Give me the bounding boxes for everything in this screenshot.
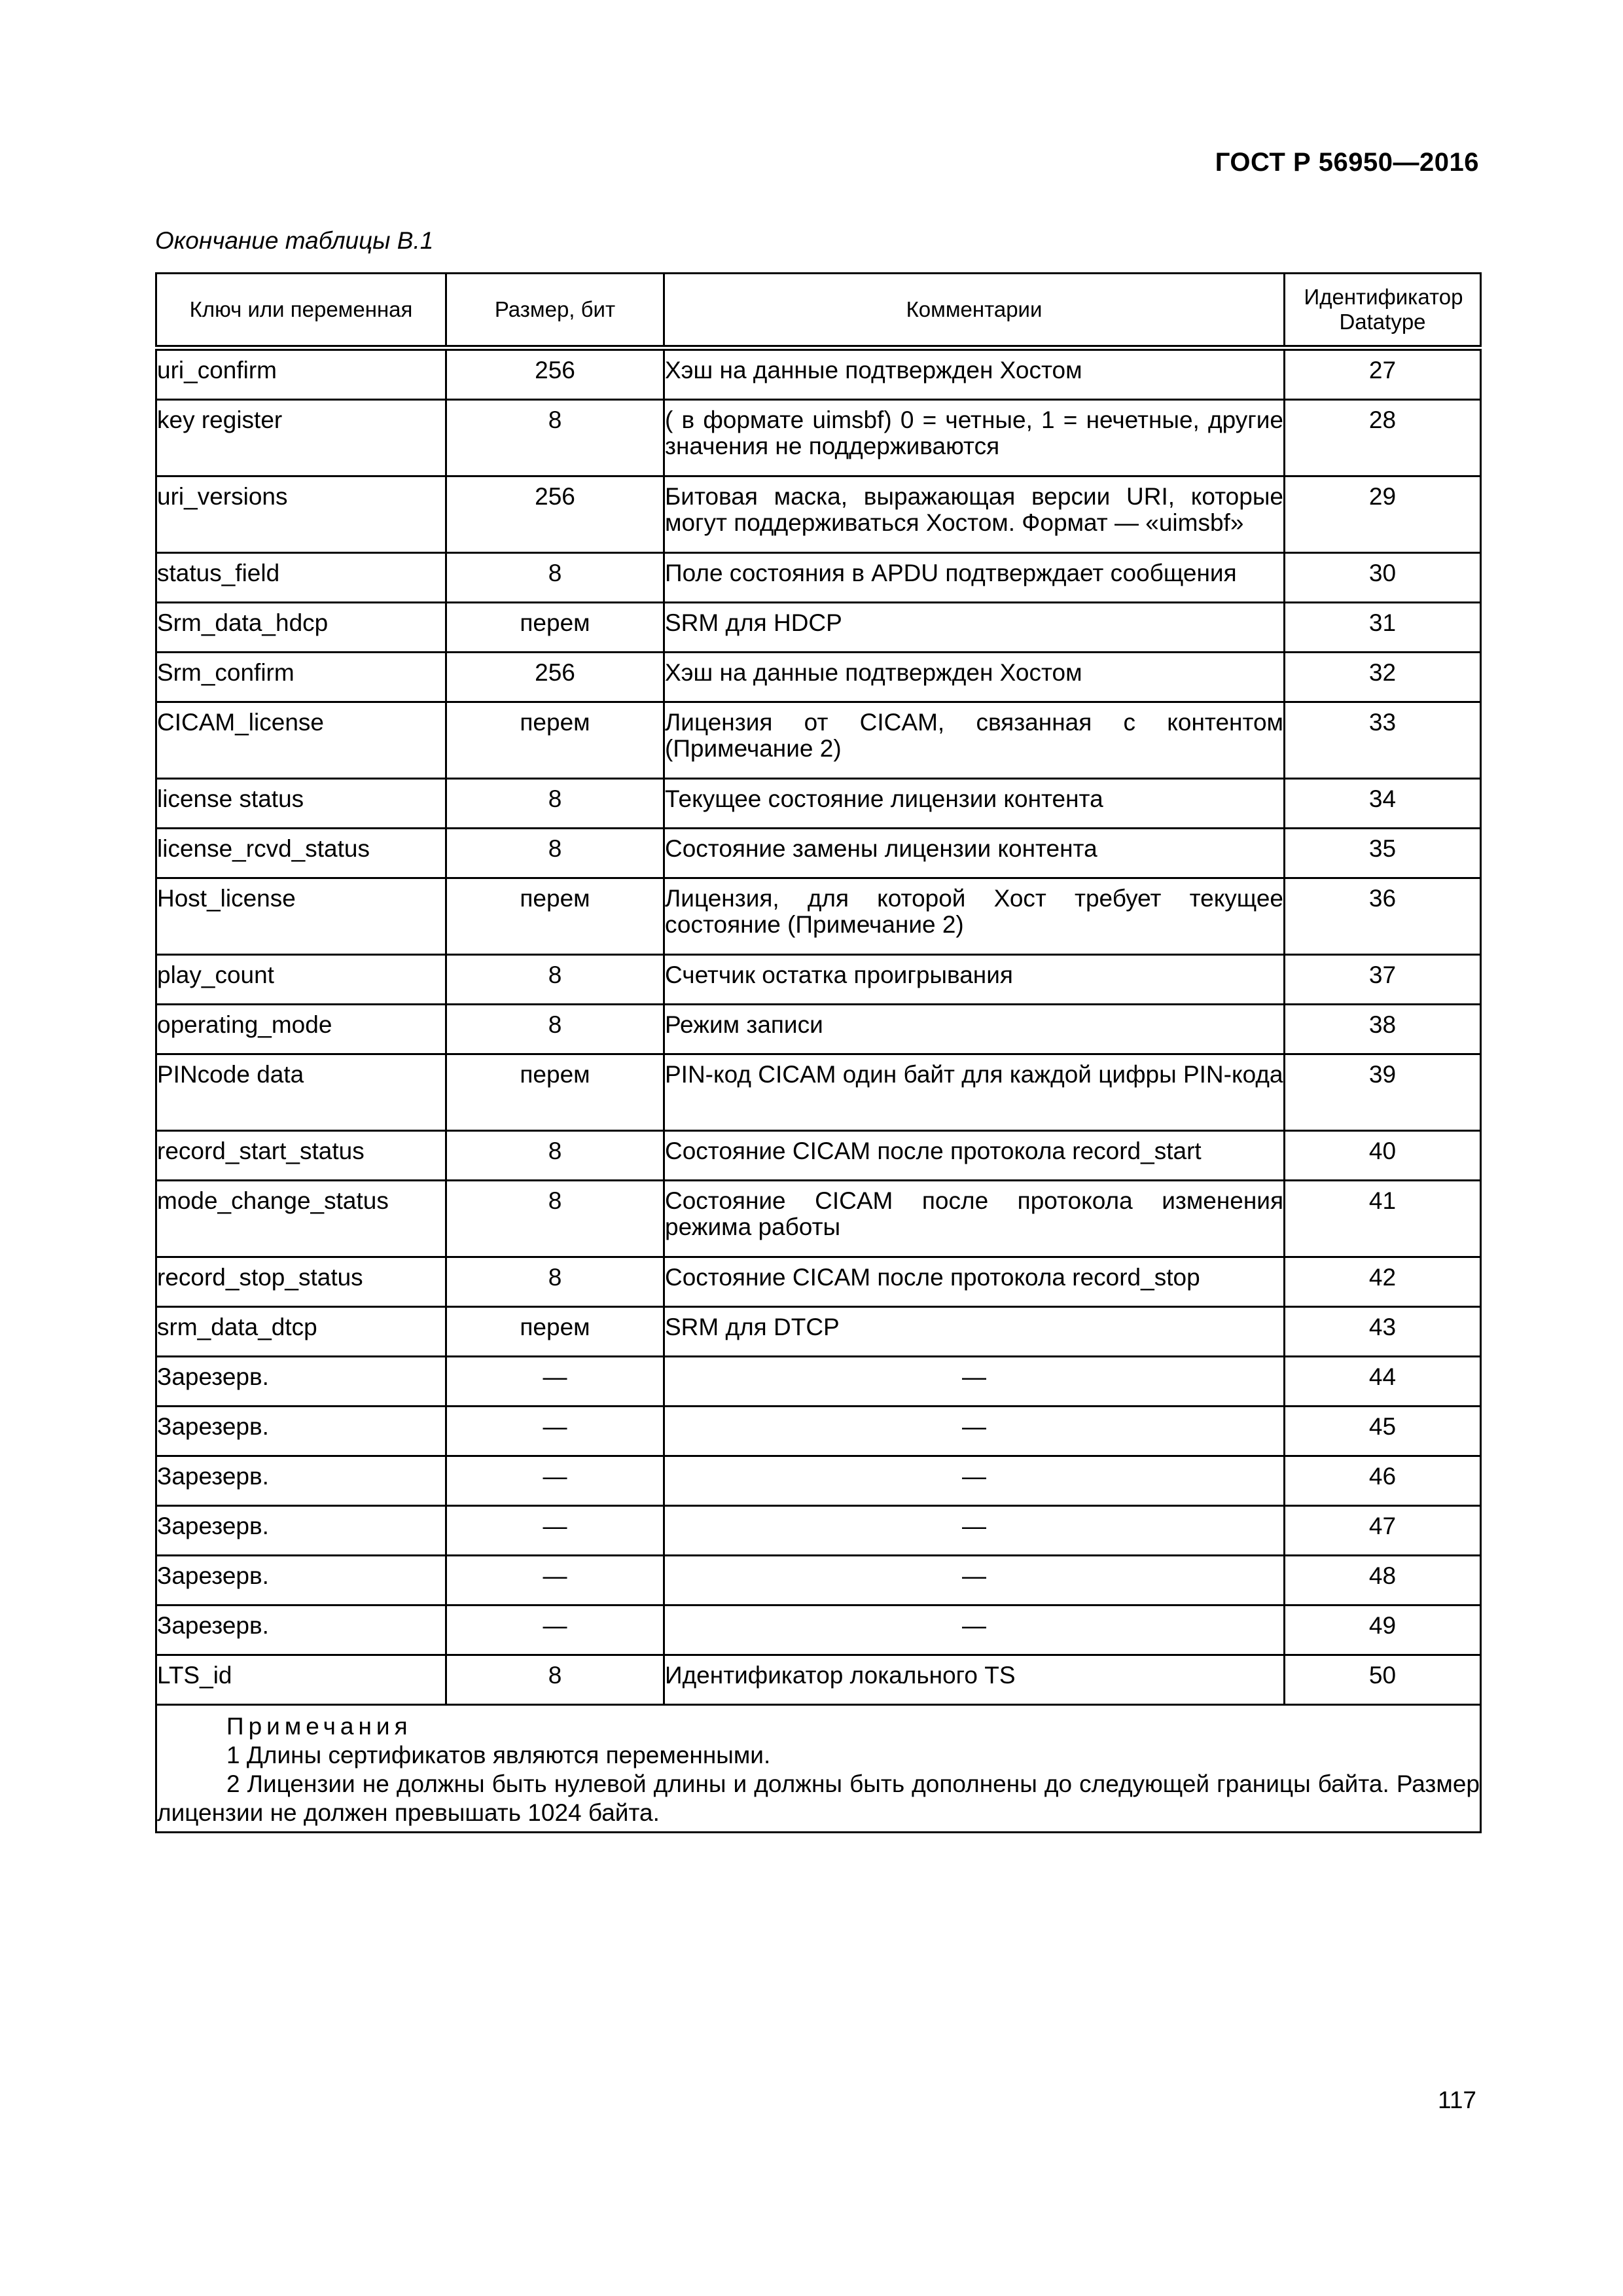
cell-id: 50 bbox=[1285, 1655, 1481, 1705]
note-2: 2 Лицензии не должны быть нулевой длины и должны быть дополнены до следующей границы байта. Размер лицензии не должен превышать 1024 байта. bbox=[157, 1770, 1480, 1826]
cell-key: srm_data_dtcp bbox=[156, 1307, 446, 1357]
table-row bbox=[156, 653, 1481, 702]
header-id bbox=[1285, 274, 1481, 348]
table-row bbox=[156, 476, 1481, 553]
cell-id: 48 bbox=[1285, 1556, 1481, 1605]
cell-id: 38 bbox=[1285, 1005, 1481, 1054]
cell-size: — bbox=[446, 1506, 664, 1556]
cell-size: 8 bbox=[446, 955, 664, 1005]
cell-size: 256 bbox=[446, 653, 664, 702]
cell-comment: PIN-код CICAM один байт для каждой цифры PIN-кода bbox=[664, 1054, 1285, 1131]
cell-id: 32 bbox=[1285, 653, 1481, 702]
cell-comment: — bbox=[664, 1556, 1285, 1605]
cell-comment: Состояние CICAM после протокола record_start bbox=[664, 1131, 1285, 1181]
cell-size: — bbox=[446, 1605, 664, 1655]
cell-comment: Поле состояния в APDU подтверждает сообщения bbox=[664, 553, 1285, 603]
table-row bbox=[156, 1181, 1481, 1257]
table-row bbox=[156, 702, 1481, 779]
cell-size: 8 bbox=[446, 1005, 664, 1054]
cell-key: Зарезерв. bbox=[156, 1605, 446, 1655]
cell-size: — bbox=[446, 1556, 664, 1605]
cell-id: 41 bbox=[1285, 1181, 1481, 1257]
header-comment: Комментарии bbox=[664, 274, 1285, 348]
cell-size: 8 bbox=[446, 829, 664, 878]
cell-comment: ( в формате uimsbf) 0 = четные, 1 = нечетные, другие значения не поддерживаются bbox=[664, 400, 1285, 476]
cell-key: status_field bbox=[156, 553, 446, 603]
cell-key: Зарезерв. bbox=[156, 1556, 446, 1605]
page-number: 117 bbox=[1438, 2087, 1476, 2113]
cell-key: uri_versions bbox=[156, 476, 446, 553]
cell-id: 28 bbox=[1285, 400, 1481, 476]
cell-comment: Идентификатор локального TS bbox=[664, 1655, 1285, 1705]
cell-comment: — bbox=[664, 1407, 1285, 1456]
cell-id: 45 bbox=[1285, 1407, 1481, 1456]
cell-comment: Счетчик остатка проигрывания bbox=[664, 955, 1285, 1005]
notes-title: Примечания bbox=[226, 1713, 412, 1740]
table-row bbox=[156, 779, 1481, 829]
note-1: 1 Длины сертификатов являются переменными. bbox=[226, 1742, 771, 1768]
cell-key: license status bbox=[156, 779, 446, 829]
table-row bbox=[156, 1307, 1481, 1357]
table-row bbox=[156, 1257, 1481, 1307]
cell-id: 40 bbox=[1285, 1131, 1481, 1181]
header-id-label: Идентификатор Datatype bbox=[1304, 285, 1463, 334]
cell-size: 8 bbox=[446, 1257, 664, 1307]
cell-size: перем bbox=[446, 1054, 664, 1131]
cell-comment: — bbox=[664, 1357, 1285, 1407]
cell-size: — bbox=[446, 1357, 664, 1407]
cell-key: CICAM_license bbox=[156, 702, 446, 779]
cell-comment: — bbox=[664, 1605, 1285, 1655]
cell-id: 49 bbox=[1285, 1605, 1481, 1655]
cell-key: Зарезерв. bbox=[156, 1506, 446, 1556]
cell-size: 8 bbox=[446, 779, 664, 829]
cell-key: mode_change_status bbox=[156, 1181, 446, 1257]
table-header-row bbox=[156, 274, 1481, 348]
cell-comment: Хэш на данные подтвержден Хостом bbox=[664, 653, 1285, 702]
table-row bbox=[156, 553, 1481, 603]
cell-id: 43 bbox=[1285, 1307, 1481, 1357]
cell-id: 39 bbox=[1285, 1054, 1481, 1131]
cell-size: перем bbox=[446, 1307, 664, 1357]
table-row bbox=[156, 1005, 1481, 1054]
cell-comment: Битовая маска, выражающая версии URI, которые могут поддерживаться Хостом. Формат — «uimsbf» bbox=[664, 476, 1285, 553]
data-type-table bbox=[155, 272, 1482, 1833]
table-row bbox=[156, 955, 1481, 1005]
table-row bbox=[156, 878, 1481, 955]
cell-key: LTS_id bbox=[156, 1655, 446, 1705]
cell-comment: Состояние CICAM после протокола изменения режима работы bbox=[664, 1181, 1285, 1257]
cell-key: uri_confirm bbox=[156, 348, 446, 400]
cell-size: — bbox=[446, 1456, 664, 1506]
cell-key: operating_mode bbox=[156, 1005, 446, 1054]
cell-size: 8 bbox=[446, 1655, 664, 1705]
notes-cell bbox=[156, 1705, 1481, 1833]
cell-comment: SRM для DTCP bbox=[664, 1307, 1285, 1357]
cell-key: Зарезерв. bbox=[156, 1357, 446, 1407]
cell-comment: Хэш на данные подтвержден Хостом bbox=[664, 348, 1285, 400]
table-row bbox=[156, 829, 1481, 878]
cell-id: 46 bbox=[1285, 1456, 1481, 1506]
cell-key: Srm_data_hdcp bbox=[156, 603, 446, 653]
cell-key: PINcode data bbox=[156, 1054, 446, 1131]
header-key: Ключ или переменная bbox=[156, 274, 446, 348]
cell-comment: Лицензия от CICAM, связанная с контентом (Примечание 2) bbox=[664, 702, 1285, 779]
cell-comment: SRM для HDCP bbox=[664, 603, 1285, 653]
table-row bbox=[156, 603, 1481, 653]
cell-key: Зарезерв. bbox=[156, 1456, 446, 1506]
table-row bbox=[156, 1407, 1481, 1456]
cell-comment: Состояние замены лицензии контента bbox=[664, 829, 1285, 878]
cell-key: key register bbox=[156, 400, 446, 476]
notes-row bbox=[156, 1705, 1481, 1833]
table-row bbox=[156, 348, 1481, 400]
cell-key: record_start_status bbox=[156, 1131, 446, 1181]
cell-id: 47 bbox=[1285, 1506, 1481, 1556]
cell-key: license_rcvd_status bbox=[156, 829, 446, 878]
cell-comment: Текущее состояние лицензии контента bbox=[664, 779, 1285, 829]
table-row bbox=[156, 1054, 1481, 1131]
cell-size: перем bbox=[446, 878, 664, 955]
cell-id: 29 bbox=[1285, 476, 1481, 553]
cell-id: 33 bbox=[1285, 702, 1481, 779]
cell-size: 8 bbox=[446, 1181, 664, 1257]
cell-id: 34 bbox=[1285, 779, 1481, 829]
cell-size: перем bbox=[446, 603, 664, 653]
cell-comment: — bbox=[664, 1506, 1285, 1556]
table-row bbox=[156, 1506, 1481, 1556]
standard-id: ГОСТ Р 56950—2016 bbox=[1215, 148, 1479, 177]
cell-id: 37 bbox=[1285, 955, 1481, 1005]
cell-comment: Лицензия, для которой Хост требует текущее состояние (Примечание 2) bbox=[664, 878, 1285, 955]
table-row bbox=[156, 1357, 1481, 1407]
table-caption: Окончание таблицы В.1 bbox=[155, 227, 434, 254]
cell-id: 44 bbox=[1285, 1357, 1481, 1407]
cell-size: 256 bbox=[446, 348, 664, 400]
cell-id: 31 bbox=[1285, 603, 1481, 653]
table-row bbox=[156, 1456, 1481, 1506]
cell-key: Зарезерв. bbox=[156, 1407, 446, 1456]
table-row bbox=[156, 1655, 1481, 1705]
cell-id: 42 bbox=[1285, 1257, 1481, 1307]
table-row bbox=[156, 1556, 1481, 1605]
cell-size: 256 bbox=[446, 476, 664, 553]
table-row bbox=[156, 1131, 1481, 1181]
cell-id: 35 bbox=[1285, 829, 1481, 878]
cell-comment: Режим записи bbox=[664, 1005, 1285, 1054]
cell-comment: — bbox=[664, 1456, 1285, 1506]
cell-comment: Состояние CICAM после протокола record_stop bbox=[664, 1257, 1285, 1307]
cell-size: 8 bbox=[446, 1131, 664, 1181]
cell-id: 36 bbox=[1285, 878, 1481, 955]
cell-id: 27 bbox=[1285, 348, 1481, 400]
cell-size: 8 bbox=[446, 553, 664, 603]
cell-size: — bbox=[446, 1407, 664, 1456]
cell-size: перем bbox=[446, 702, 664, 779]
table-row bbox=[156, 1605, 1481, 1655]
table-row bbox=[156, 400, 1481, 476]
cell-id: 30 bbox=[1285, 553, 1481, 603]
cell-key: record_stop_status bbox=[156, 1257, 446, 1307]
cell-key: Host_license bbox=[156, 878, 446, 955]
cell-size: 8 bbox=[446, 400, 664, 476]
cell-key: play_count bbox=[156, 955, 446, 1005]
cell-key: Srm_confirm bbox=[156, 653, 446, 702]
header-size: Размер, бит bbox=[446, 274, 664, 348]
